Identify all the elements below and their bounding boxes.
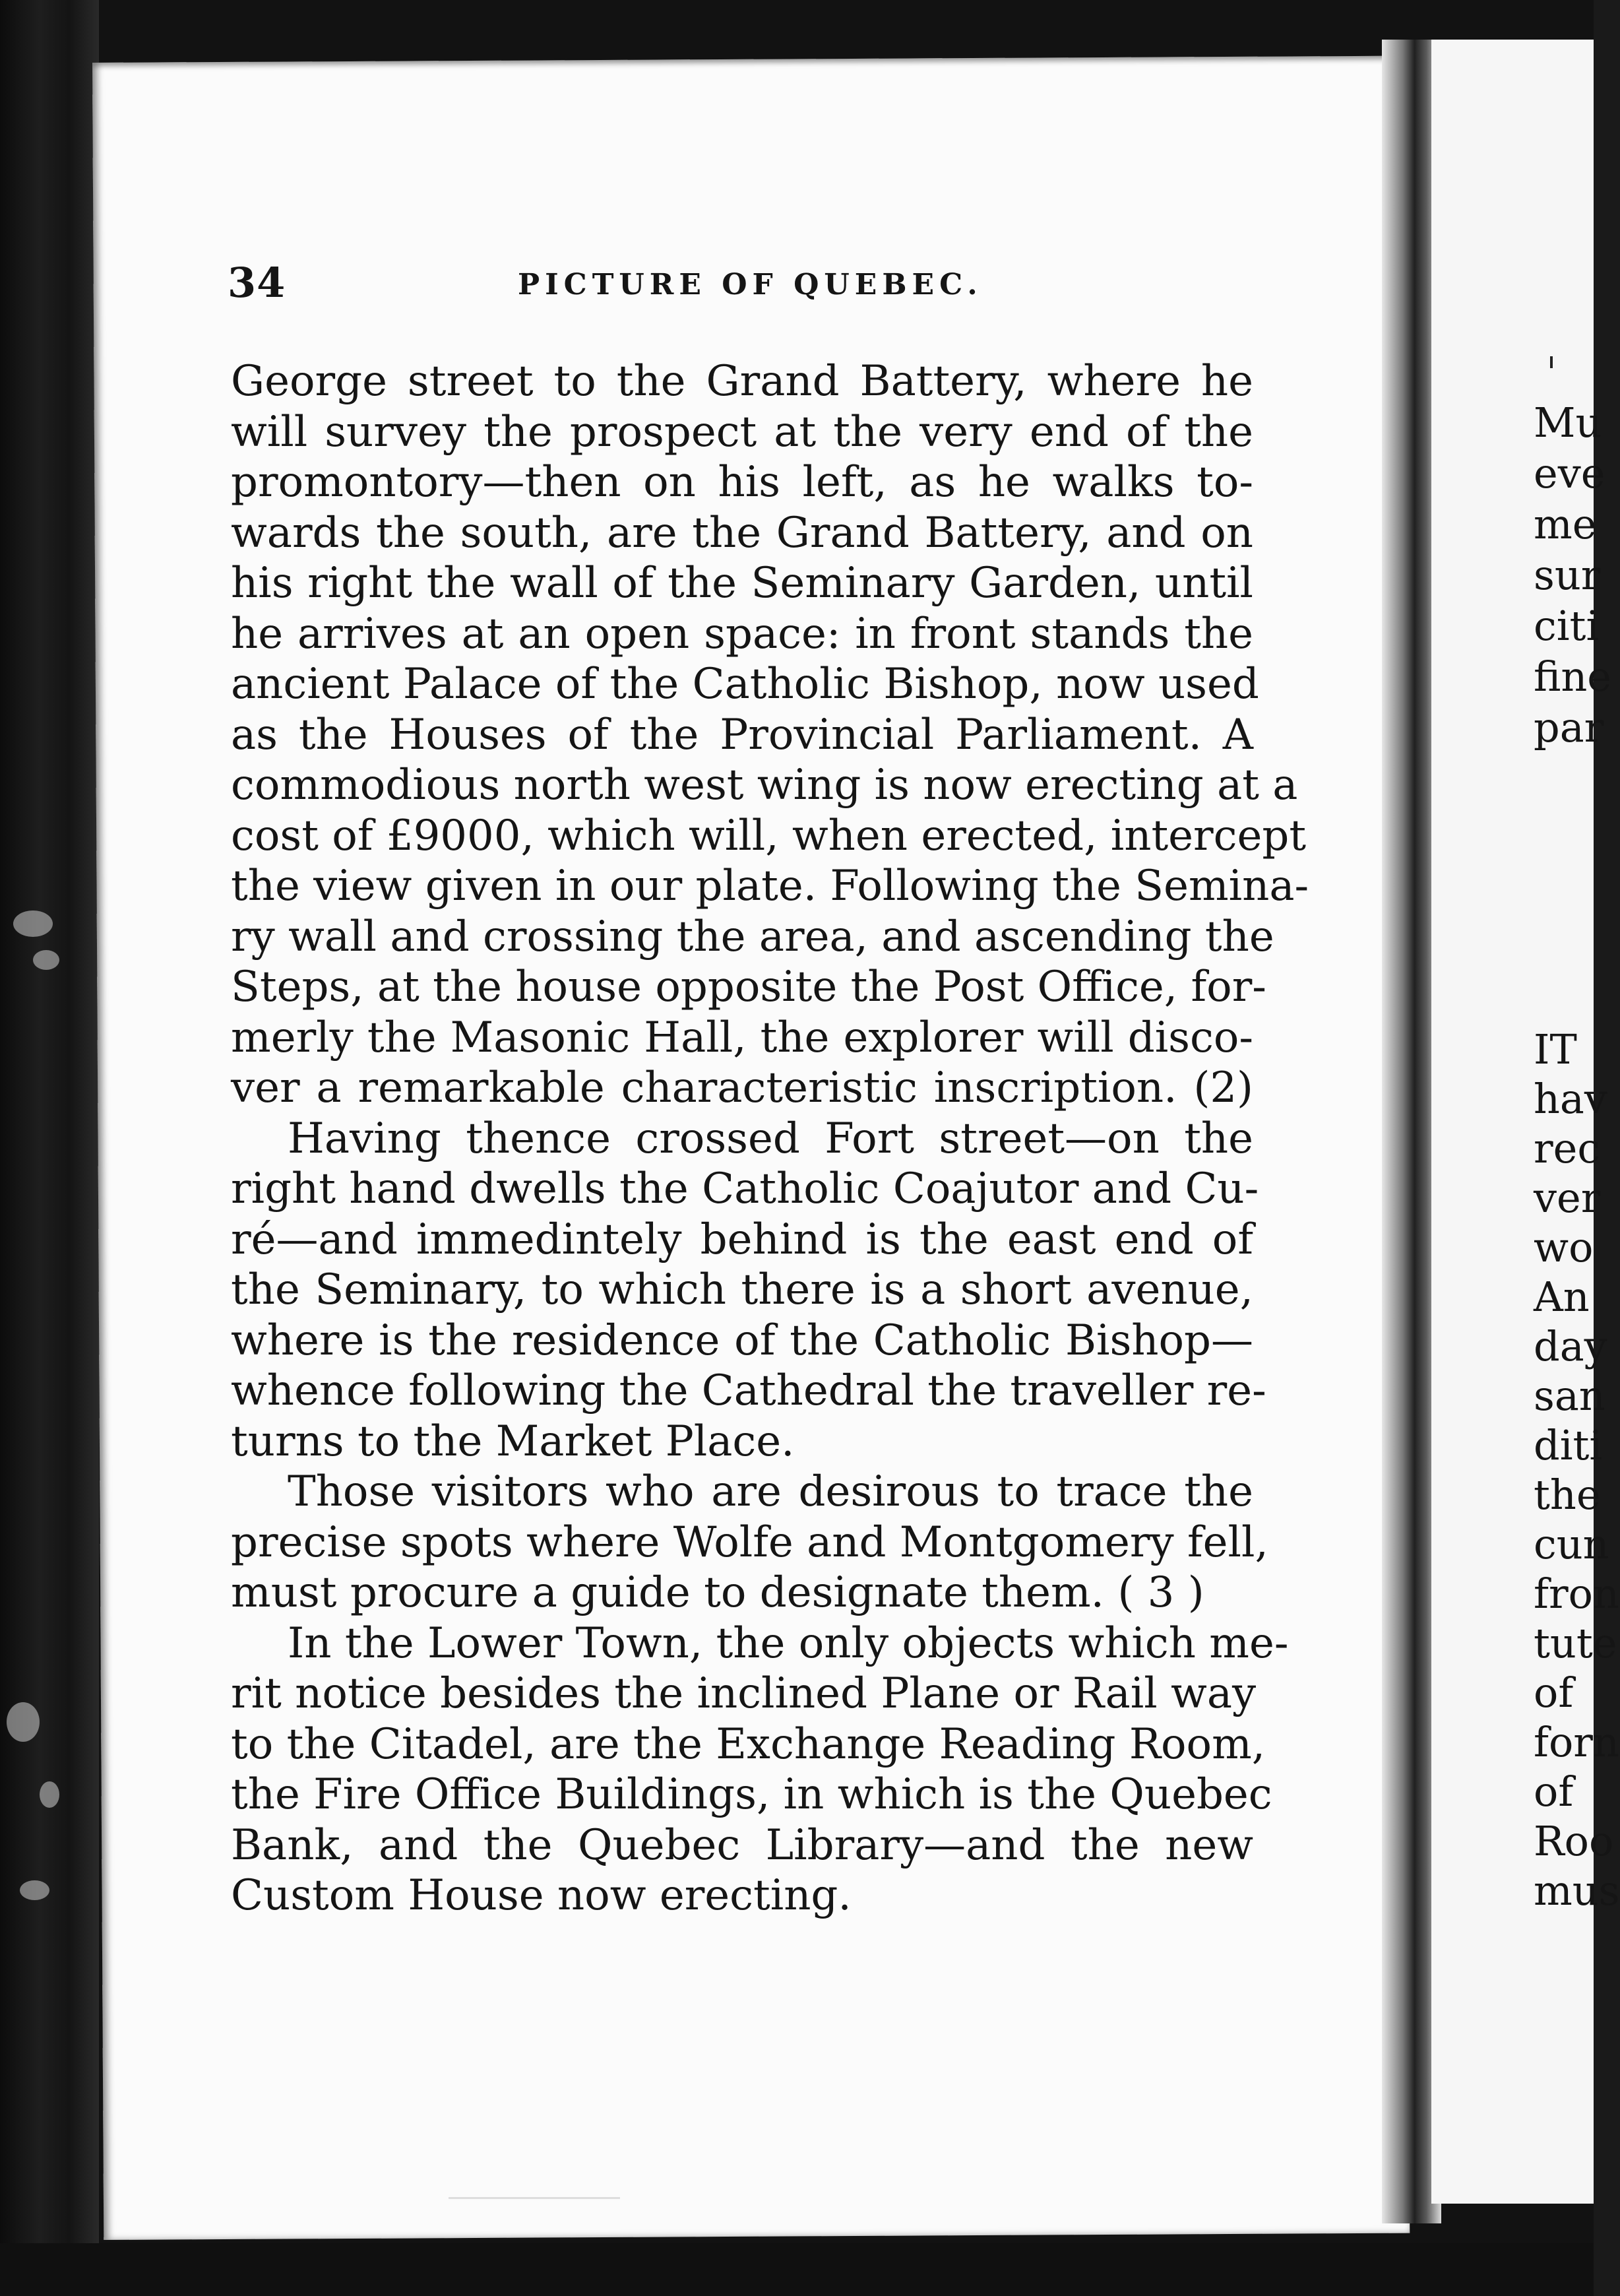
right-page-fragment: Roo — [1534, 1817, 1614, 1865]
right-page-fragment: fine — [1534, 653, 1611, 701]
right-page-fragment: cun — [1534, 1520, 1609, 1568]
speckle — [40, 1781, 59, 1808]
right-page-fragment: citi — [1534, 602, 1600, 650]
text-line: Bank, and the Quebec Library—and the new — [231, 1820, 1253, 1870]
text-line: Custom House now erecting. — [231, 1871, 852, 1920]
text-line: as the Houses of the Provincial Parliament. A — [231, 710, 1253, 759]
text-line: George street to the Grand Battery, where he — [231, 357, 1253, 406]
text-line: he arrives at an open space: in front stands the — [231, 609, 1253, 658]
text-line: ver a remarkable characteristic inscription. (2) — [231, 1064, 1253, 1112]
text-line: ancient Palace of the Catholic Bishop, now used — [231, 660, 1259, 709]
speckle — [33, 950, 59, 970]
right-page-fragment: of — [1534, 1669, 1574, 1717]
page-header — [228, 259, 1382, 311]
text-line: the Seminary, to which there is a short avenue, — [231, 1265, 1253, 1314]
right-page-fragment: An — [1534, 1273, 1590, 1321]
text-line: ry wall and crossing the area, and ascending the — [231, 912, 1274, 961]
text-line: In the Lower Town, the only objects which me- — [288, 1618, 1289, 1668]
right-page-fragment: hav — [1534, 1075, 1607, 1123]
text-line: rit notice besides the inclined Plane or Rail way — [231, 1669, 1257, 1718]
text-line: the Fire Office Buildings, in which is the Quebec — [231, 1770, 1272, 1819]
body-text — [231, 356, 1309, 1921]
dark-left-margin — [0, 0, 99, 2296]
text-line: ré—and immedintely behind is the east end of — [231, 1215, 1253, 1264]
text-line: Having thence crossed Fort street—on the — [288, 1114, 1253, 1163]
text-line: cost of £9000, which will, when erected, intercept — [231, 811, 1307, 860]
right-page-fragment: IT — [1534, 1025, 1577, 1073]
right-page-fragment: sur — [1534, 551, 1601, 599]
right-page-fragment: diti — [1534, 1421, 1603, 1469]
right-page-fragment: me — [1534, 500, 1597, 548]
right-page-fragment: Mu — [1534, 399, 1602, 447]
right-page-fragment: mus — [1534, 1866, 1620, 1915]
text-line: promontory—then on his left, as he walks to- — [231, 458, 1253, 507]
text-line: where is the residence of the Catholic Bishop— — [231, 1316, 1253, 1365]
right-page-fragment: wo — [1534, 1223, 1594, 1271]
text-line: merly the Masonic Hall, the explorer will disco- — [231, 1013, 1253, 1062]
bottom-edge — [0, 2243, 1594, 2296]
right-page-fragment: rec — [1534, 1124, 1601, 1172]
right-page-fragment: the — [1534, 1471, 1601, 1519]
right-page-fragment: day — [1534, 1322, 1607, 1370]
speckle — [7, 1702, 40, 1742]
right-page-fragment: par — [1534, 703, 1604, 751]
right-page-fragment: forn — [1534, 1718, 1619, 1766]
scan-streak — [449, 2197, 620, 2199]
right-page-fragment: tute — [1534, 1619, 1617, 1667]
right-page-fragment: ver — [1534, 1174, 1601, 1222]
text-line: must procure a guide to designate them. ( 3 ) — [231, 1568, 1204, 1617]
right-page-fragment: san — [1534, 1372, 1605, 1420]
text-line: whence following the Cathedral the traveller re- — [231, 1366, 1266, 1415]
text-line: will survey the prospect at the very end of the — [231, 407, 1253, 457]
text-line: turns to the Market Place. — [231, 1417, 795, 1466]
text-line: Steps, at the house opposite the Post Office, for- — [231, 963, 1266, 1011]
text-line: his right the wall of the Seminary Garden, until — [231, 559, 1253, 608]
text-line: to the Citadel, are the Exchange Reading Room, — [231, 1719, 1266, 1769]
speckle — [13, 910, 53, 937]
page-number: 34 — [228, 259, 286, 307]
text-line: precise spots where Wolfe and Montgomery fell, — [231, 1517, 1268, 1567]
print-mark — [1550, 356, 1553, 368]
text-line: commodious north west wing is now erecting at a — [231, 761, 1298, 810]
text-line: the view given in our plate. Following the Semina- — [231, 862, 1309, 910]
text-line: wards the south, are the Grand Battery, and on — [231, 508, 1253, 558]
right-page-fragment: fron — [1534, 1570, 1619, 1618]
text-line: Those visitors who are desirous to trace the — [288, 1467, 1253, 1516]
running-title: PICTURE OF QUEBEC. — [518, 268, 983, 302]
speckle — [20, 1880, 49, 1900]
right-page-fragment: eve — [1534, 449, 1605, 497]
right-page-fragment: of — [1534, 1768, 1574, 1816]
text-line: right hand dwells the Catholic Coajutor and Cu- — [231, 1164, 1259, 1213]
